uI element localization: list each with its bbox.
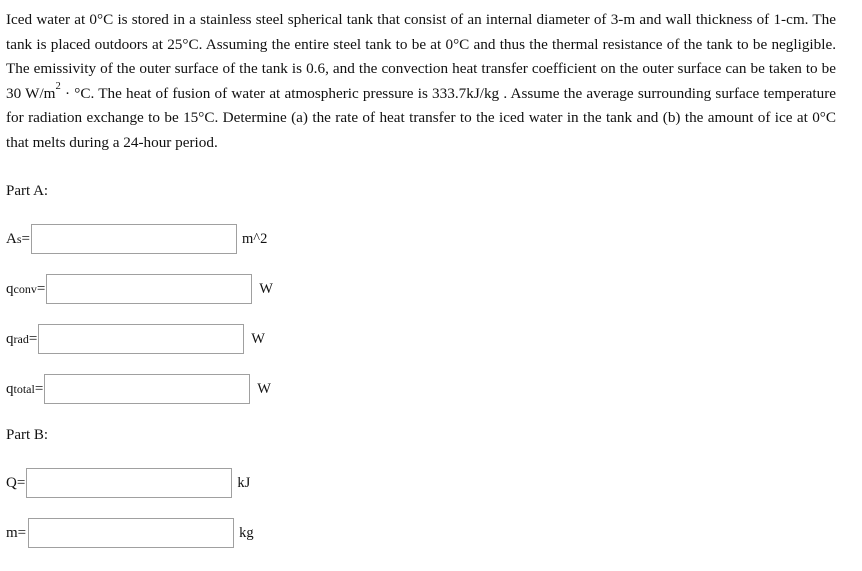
q-conv-unit: W [259, 280, 273, 297]
field-row-surface-area [6, 224, 267, 254]
mass-input[interactable] [28, 518, 234, 548]
surface-area-label: A s = [6, 230, 30, 247]
equals-sign: = [34, 380, 44, 397]
equals-sign: = [16, 474, 26, 491]
equals-sign: = [17, 524, 27, 541]
q-total-unit: W [257, 380, 271, 397]
symbol: q [6, 280, 14, 297]
q-conv-input[interactable] [46, 274, 252, 304]
heat-q-label [6, 475, 25, 492]
q-total-input[interactable] [44, 374, 250, 404]
q-rad-input[interactable] [38, 324, 244, 354]
problem-statement [6, 8, 836, 155]
q-conv-label: q conv = [6, 280, 46, 297]
part-a-label: Part A: [6, 183, 49, 199]
field-row-q-conv [6, 274, 273, 304]
symbol: Q [6, 474, 17, 491]
problem-text-2: · °C. The heat of fusion of water at atmospheric pressure is 333.7kJ/kg . Assume the average surrounding surface temperature for radiation exchange to be 15°C. Determine (a) the rate of heat transfer to the iced water in the tank and (b) the amount of ice at 0°C that melts during a 24-hour period. [6, 84, 836, 151]
field-row-q-total [6, 374, 271, 404]
mass-label [6, 525, 26, 542]
part-b-label: Part B: [6, 427, 49, 443]
symbol: m [6, 524, 18, 541]
problem-text-1: Iced water at 0°C is stored in a stainless steel spherical tank that consist of an internal diameter of 3-m and wall thickness of 1-cm. The tank is placed outdoors at 25°C. Assuming the entire steel tank to be at 0°C and thus the thermal resistance of the tank to be negligible. The emissivity of the outer surface of the tank is 0.6, and the convection heat transfer coefficient on the outer surface can be taken to be 30 W/m [6, 11, 836, 102]
heat-q-unit: kJ [237, 474, 251, 491]
surface-area-unit: m^2 [241, 230, 268, 247]
q-rad-label: q rad = [6, 330, 38, 347]
equals-sign: = [36, 280, 46, 297]
squared-superscript: 2 [55, 81, 61, 93]
field-row-mass [6, 518, 254, 548]
heat-q-input[interactable] [26, 468, 232, 498]
symbol: q [6, 380, 14, 397]
field-row-q-rad [6, 324, 265, 354]
equals-sign: = [28, 330, 38, 347]
surface-area-input[interactable] [31, 224, 237, 254]
symbol: q [6, 330, 14, 347]
q-total-label: q total = [6, 380, 44, 397]
mass-unit: kg [239, 524, 254, 541]
field-row-heat-q [6, 468, 250, 498]
symbol: A [6, 230, 17, 247]
q-rad-unit: W [251, 330, 265, 347]
equals-sign: = [21, 230, 30, 247]
